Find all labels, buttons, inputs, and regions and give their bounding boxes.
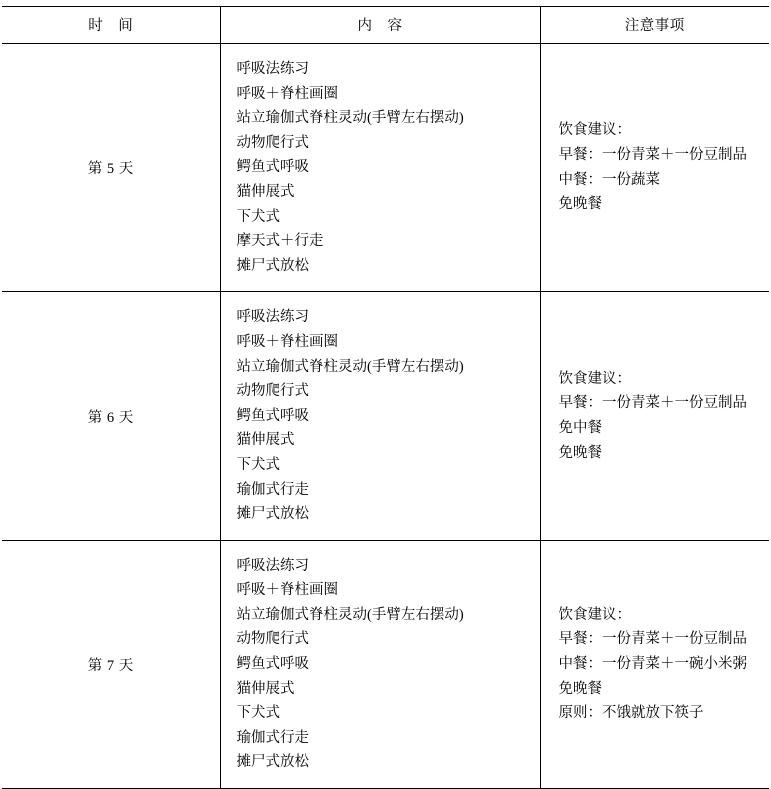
content-line: 猫伸展式	[236, 183, 295, 200]
content-line: 摊尸式放松	[236, 257, 309, 274]
table-header	[2, 7, 769, 44]
note-line: 中餐：一份青菜＋一碗小米粥	[558, 656, 747, 673]
content-line: 下犬式	[236, 705, 280, 722]
note-line: 早餐：一份青菜＋一份豆制品	[558, 395, 747, 412]
notes-cell	[540, 292, 769, 540]
content-line: 摩天式＋行走	[236, 233, 324, 250]
content-line: 摊尸式放松	[236, 506, 309, 523]
header-content: 内 容	[220, 7, 540, 44]
note-line: 免晚餐	[558, 444, 602, 461]
content-cell	[220, 44, 540, 292]
day-label: 第 7 天	[2, 540, 220, 788]
note-line: 免晚餐	[558, 196, 602, 213]
content-line: 下犬式	[236, 456, 280, 473]
content-line: 呼吸法练习	[236, 557, 309, 574]
content-line: 动物爬行式	[236, 631, 309, 648]
header-row	[2, 7, 769, 44]
note-line: 饮食建议：	[558, 370, 631, 387]
content-line: 猫伸展式	[236, 432, 295, 449]
content-line: 鳄鱼式呼吸	[236, 159, 309, 176]
content-line: 动物爬行式	[236, 134, 309, 151]
notes-cell	[540, 540, 769, 788]
content-line: 摊尸式放松	[236, 754, 309, 771]
content-cell	[220, 292, 540, 540]
content-line: 站立瑜伽式脊柱灵动(手臂左右摆动)	[236, 110, 464, 127]
table-row	[2, 540, 769, 788]
content-line: 动物爬行式	[236, 383, 309, 400]
note-line: 饮食建议：	[558, 122, 631, 139]
header-time: 时 间	[2, 7, 220, 44]
table-row	[2, 44, 769, 292]
header-notes: 注意事项	[540, 7, 769, 44]
day-label: 第 5 天	[2, 44, 220, 292]
content-line: 下犬式	[236, 208, 280, 225]
note-line: 免中餐	[558, 420, 602, 437]
content-line: 呼吸＋脊柱画圈	[236, 582, 338, 599]
content-line: 呼吸＋脊柱画圈	[236, 85, 338, 102]
note-line: 免晚餐	[558, 680, 602, 697]
note-line: 早餐：一份青菜＋一份豆制品	[558, 631, 747, 648]
note-line: 早餐：一份青菜＋一份豆制品	[558, 147, 747, 164]
content-line: 站立瑜伽式脊柱灵动(手臂左右摆动)	[236, 358, 464, 375]
table-row	[2, 292, 769, 540]
note-line: 原则：不饿就放下筷子	[558, 705, 704, 722]
content-line: 站立瑜伽式脊柱灵动(手臂左右摆动)	[236, 606, 464, 623]
notes-cell	[540, 44, 769, 292]
note-line: 中餐：一份蔬菜	[558, 171, 660, 188]
content-line: 瑜伽式行走	[236, 481, 309, 498]
content-line: 呼吸法练习	[236, 309, 309, 326]
content-line: 瑜伽式行走	[236, 729, 309, 746]
content-cell	[220, 540, 540, 788]
content-line: 呼吸＋脊柱画圈	[236, 333, 338, 350]
content-line: 猫伸展式	[236, 680, 295, 697]
schedule-table	[2, 6, 769, 789]
note-line: 饮食建议：	[558, 606, 631, 623]
content-line: 鳄鱼式呼吸	[236, 656, 309, 673]
day-label: 第 6 天	[2, 292, 220, 540]
content-line: 鳄鱼式呼吸	[236, 407, 309, 424]
table-body	[2, 44, 769, 789]
content-line: 呼吸法练习	[236, 61, 309, 77]
